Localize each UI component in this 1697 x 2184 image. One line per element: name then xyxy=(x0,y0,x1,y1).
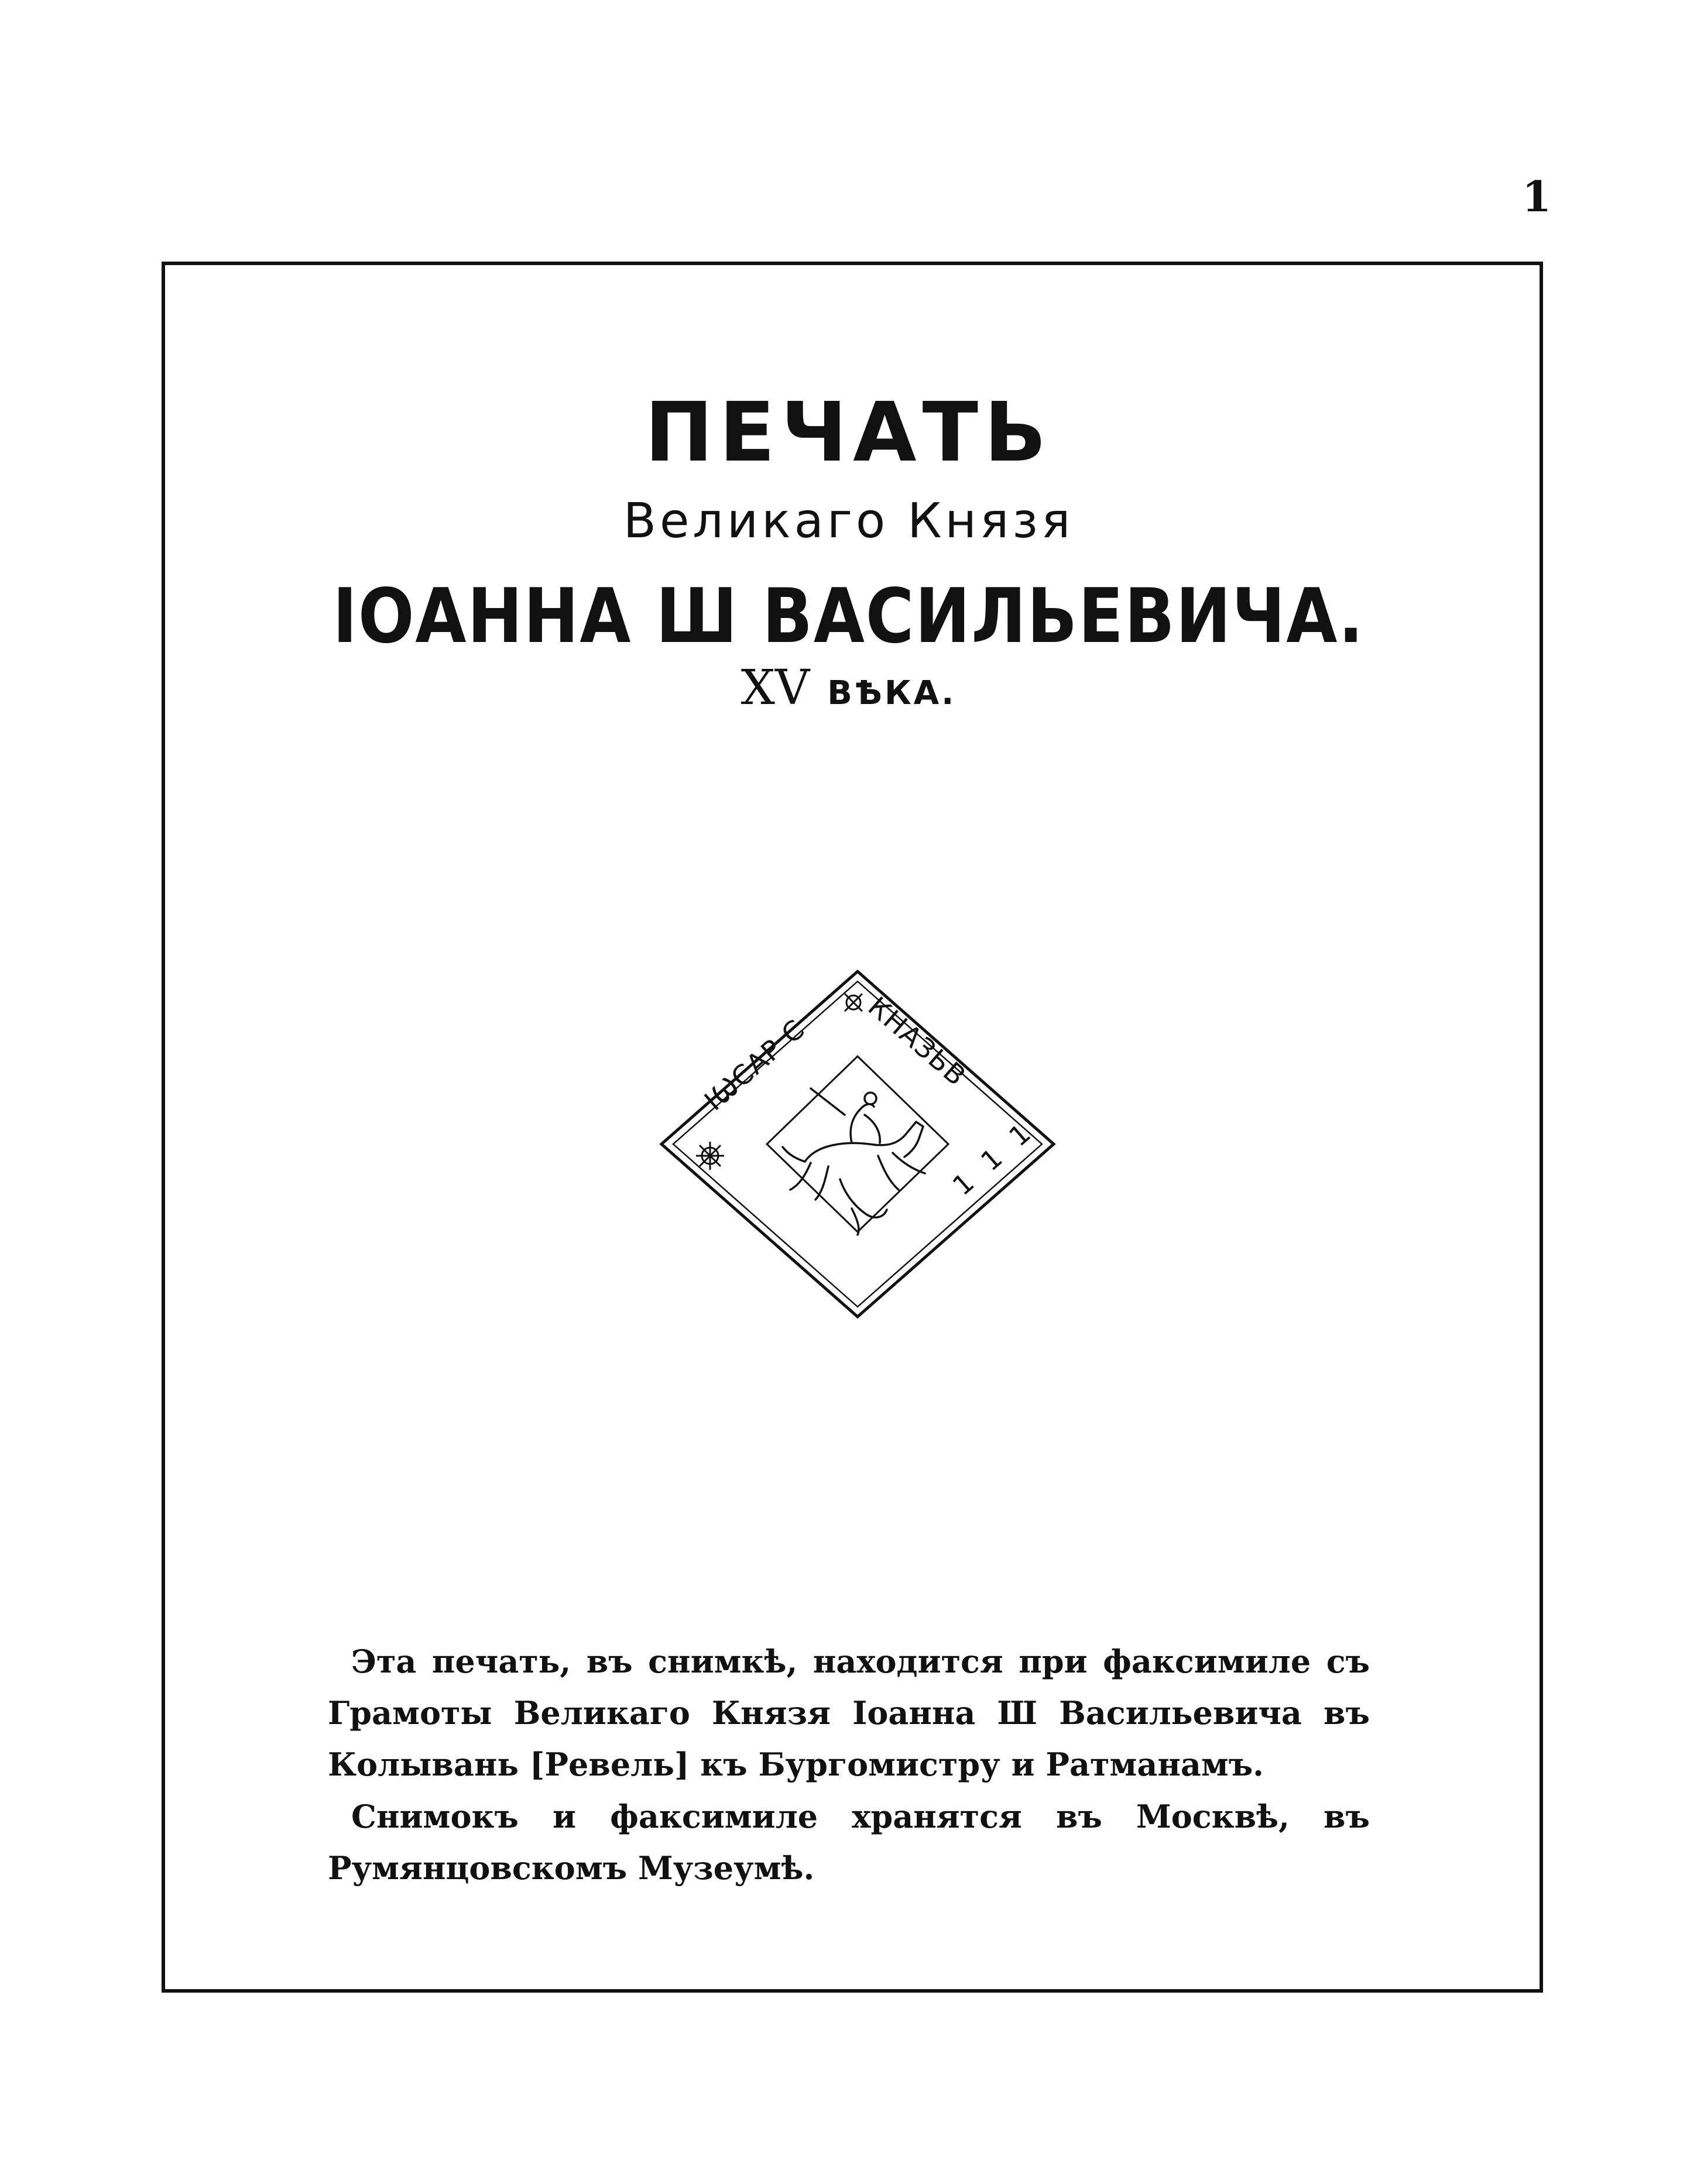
page-title: ПЕЧАТЬ xyxy=(644,385,1053,480)
svg-text:КНАЗЬВ: КНАЗЬВ xyxy=(862,990,973,1093)
horseman-icon xyxy=(783,1088,925,1235)
caption-paragraph-1 xyxy=(328,1636,1370,1790)
caption-text-2: Снимокъ и факсимиле хранятся въ Москвѣ, въ Румянцовскомъ Музеумѣ. xyxy=(328,1798,1370,1887)
svg-text:1 1 1: 1 1 1 xyxy=(946,1113,1041,1202)
page-number: 1 xyxy=(1521,171,1552,221)
century-line xyxy=(0,660,1697,716)
seal-inscription-glyphs xyxy=(698,991,1041,1202)
caption-text-1: Эта печать, въ снимкѣ, находится при факсимиле съ Грамоты Великаго Князя Іоанна Ш Васильевича въ Колывань [Ревель] къ Бургомистру и Ратманамъ. xyxy=(328,1643,1370,1783)
seal-illustration-icon xyxy=(659,969,1057,1320)
grand-prince-name: ІОАННА Ш ВАСИЛЬЕВИЧА. xyxy=(332,573,1365,660)
svg-text:ІѠСАР С: ІѠСАР С xyxy=(698,1012,811,1117)
caption-paragraph-2 xyxy=(328,1791,1370,1894)
century-roman-numeral: XV xyxy=(740,660,810,716)
page-subtitle: Великаго Князя xyxy=(623,493,1074,549)
century-word: ВѢКА. xyxy=(827,674,957,712)
